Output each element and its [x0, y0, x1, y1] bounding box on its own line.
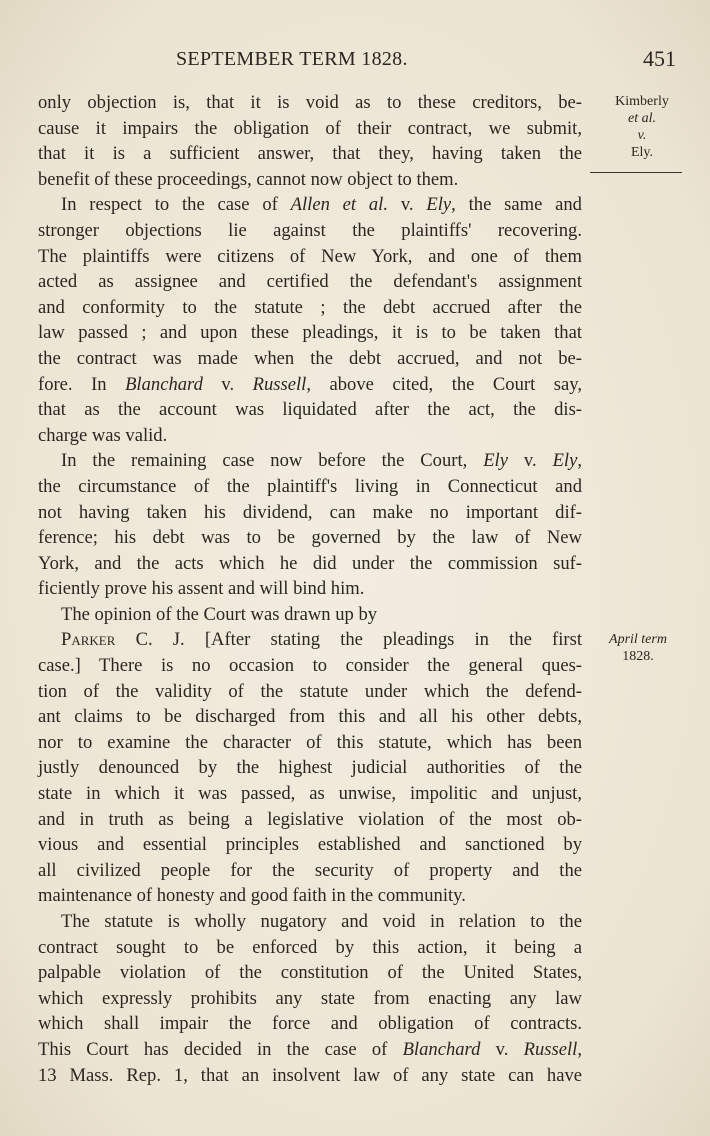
text-line [38, 935, 582, 961]
text-line [38, 807, 582, 833]
italic-case-name: Ely [426, 194, 452, 216]
text-segment: that as the account was liquidated after the act, the dis- [38, 399, 582, 421]
text-line [38, 372, 582, 398]
text-line [38, 576, 582, 602]
text-segment: the contract was made when the debt accrued, and not be- [38, 347, 582, 369]
text-segment: v. [480, 1038, 524, 1060]
margin-case-name [596, 93, 688, 161]
text-line [38, 1037, 582, 1063]
text-segment: charge was valid. [38, 424, 168, 446]
italic-case-name: Ely [483, 450, 508, 472]
text-segment: , above cited, the Court say, [306, 373, 582, 395]
text-segment: state in which it was passed, as unwise, impolitic and unjust, [38, 783, 582, 805]
text-segment: nor to examine the character of this statute, which has been [38, 731, 582, 753]
text-line [38, 1063, 582, 1089]
margin-et-al: et al. [628, 111, 656, 126]
text-segment: This Court has decided in the case of [38, 1038, 403, 1060]
text-line [38, 346, 582, 372]
text-line [38, 781, 582, 807]
text-segment: In respect to the case of [61, 194, 291, 216]
text-segment: maintenance of honesty and good faith in the community. [38, 885, 466, 907]
text-segment: v. [202, 373, 253, 395]
text-segment: that it is a sufficient answer, that they, having taken the [38, 143, 582, 165]
text-line [38, 730, 582, 756]
italic-case-name: Russell [523, 1038, 578, 1060]
text-line [38, 960, 582, 986]
text-segment: v. [388, 194, 427, 216]
text-segment: , [577, 1038, 582, 1060]
text-segment: which shall impair the force and obligation of contracts. [38, 1013, 582, 1035]
text-line [38, 909, 582, 935]
text-segment: The opinion of the Court was drawn up by [61, 603, 378, 625]
text-segment: In the remaining case now before the Court, [61, 450, 484, 472]
text-segment: stronger objections lie against the plaintiffs' recovering. [38, 219, 582, 241]
margin-year: 1828. [622, 649, 654, 664]
text-line [38, 858, 582, 884]
text-line [38, 986, 582, 1012]
text-segment: C. J. [After stating the pleadings in the first [115, 629, 582, 651]
text-segment: and conformity to the statute ; the debt accrued after the [38, 296, 582, 318]
italic-case-name: Allen et al. [290, 194, 389, 216]
text-line [38, 500, 582, 526]
text-segment: ficiently prove his assent and will bind him. [38, 578, 365, 600]
text-segment: The statute is wholly nugatory and void in relation to the [61, 911, 582, 932]
text-line [38, 320, 582, 346]
text-segment: not having taken his dividend, can make no important dif- [38, 501, 582, 523]
text-line [38, 295, 582, 321]
text-segment: cause it impairs the obligation of their contract, we submit, [38, 117, 582, 139]
text-segment: justly denounced by the highest judicial authorities of the [38, 757, 582, 779]
text-segment: which expressly prohibits any state from enacting any law [38, 987, 582, 1009]
text-line [38, 627, 582, 653]
italic-case-name: Ely [552, 450, 578, 472]
margin-divider [590, 172, 682, 173]
page-number: 451 [643, 46, 676, 71]
text-segment: ant claims to be discharged from this and all his other debts, [38, 706, 582, 728]
text-segment: palpable violation of the constitution of the United States, [38, 962, 582, 984]
text-segment: vious and essential principles established and sanctioned by [38, 834, 582, 856]
text-line [38, 167, 582, 193]
text-line [38, 141, 582, 167]
text-segment: The plaintiffs were citizens of New York, and one of them [38, 245, 582, 267]
text-segment: fore. In [38, 373, 126, 395]
margin-party-1: Kimberly [615, 94, 669, 109]
judge-name: Parker [61, 629, 116, 651]
text-segment: and in truth as being a legislative violation of the most ob- [38, 808, 582, 830]
text-line [38, 602, 582, 628]
text-segment: , the same and [451, 194, 582, 216]
text-segment: v. [507, 450, 553, 472]
body-text [38, 90, 582, 1088]
text-line [38, 90, 582, 116]
margin-versus: v. [637, 128, 647, 143]
text-line [38, 116, 582, 142]
text-line [38, 551, 582, 577]
text-line [38, 448, 582, 474]
text-segment: only objection is, that it is void as to these creditors, be- [38, 92, 582, 113]
text-line [38, 832, 582, 858]
text-segment: ference; his debt was to be governed by the law of New [38, 527, 582, 549]
text-line [38, 397, 582, 423]
text-segment: law passed ; and upon these pleadings, it is to be taken that [38, 322, 582, 344]
italic-case-name: Blanchard [402, 1038, 481, 1060]
text-line [38, 525, 582, 551]
text-segment: benefit of these proceedings, cannot now object to them. [38, 168, 459, 190]
text-line [38, 653, 582, 679]
text-line [38, 704, 582, 730]
text-segment: all civilized people for the security of property and the [38, 859, 582, 881]
italic-case-name: Blanchard [125, 373, 203, 395]
text-segment: the circumstance of the plaintiff's living in Connecticut and [38, 475, 582, 497]
text-line [38, 269, 582, 295]
text-segment: case.] There is no occasion to consider the general ques- [38, 655, 582, 677]
italic-case-name: Russell [252, 373, 307, 395]
text-line [38, 474, 582, 500]
text-line [38, 423, 582, 449]
text-line [38, 679, 582, 705]
text-line [38, 755, 582, 781]
text-segment: acted as assignee and certified the defendant's assignment [38, 271, 582, 293]
text-line [38, 1011, 582, 1037]
text-segment: 13 Mass. Rep. 1, that an insolvent law of any state can have [38, 1064, 582, 1086]
margin-term: April term [609, 632, 667, 647]
text-line [38, 883, 582, 909]
text-line [38, 218, 582, 244]
margin-party-2: Ely. [630, 145, 654, 160]
margin-date-note [588, 631, 688, 665]
running-head [0, 48, 710, 78]
running-head-title: SEPTEMBER TERM 1828. [176, 48, 408, 70]
text-line [38, 192, 582, 218]
text-segment: , [577, 450, 582, 472]
text-segment: tion of the validity of the statute under which the defend- [38, 680, 582, 702]
text-segment: contract sought to be enforced by this action, it being a [38, 936, 582, 958]
text-line [38, 244, 582, 270]
text-segment: York, and the acts which he did under the commission suf- [38, 552, 582, 574]
